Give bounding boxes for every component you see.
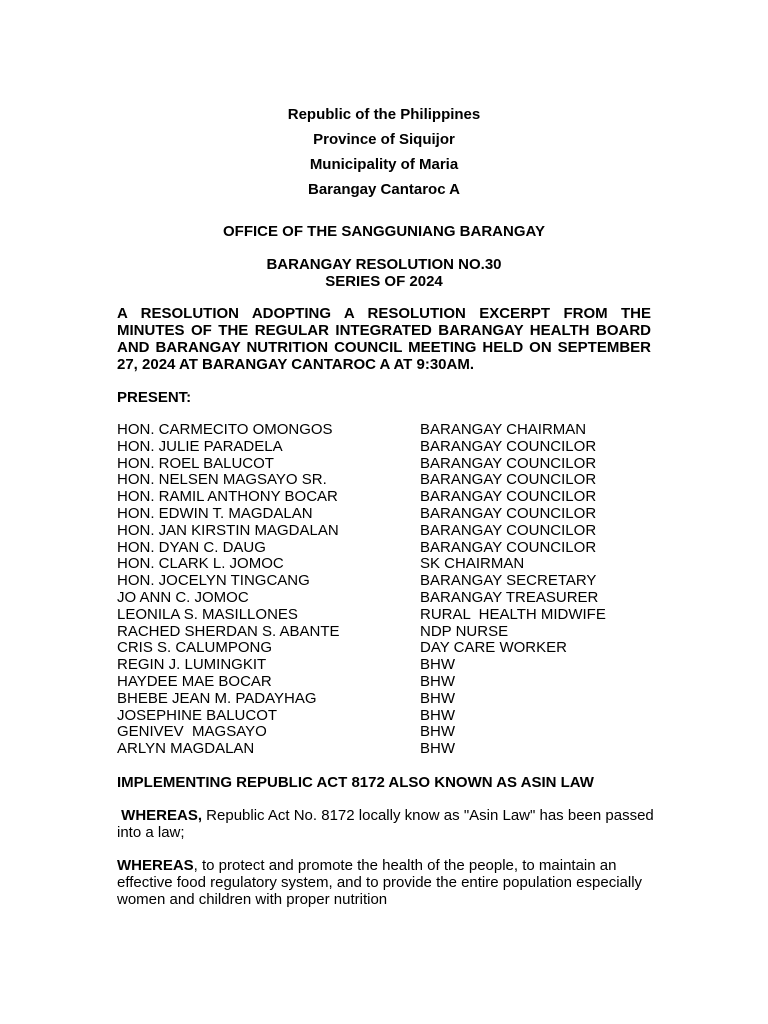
attendee-position: BHW bbox=[420, 723, 455, 741]
attendee-name: ARLYN MAGDALAN bbox=[117, 740, 255, 758]
header-province: Province of Siquijor bbox=[313, 131, 455, 148]
attendee-name: HON. ROEL BALUCOT bbox=[117, 454, 274, 472]
attendee-row bbox=[117, 523, 677, 540]
attendee-name: REGIN J. LUMINGKIT bbox=[117, 656, 267, 674]
attendee-name: HAYDEE MAE BOCAR bbox=[117, 672, 272, 690]
attendee-row bbox=[117, 556, 677, 573]
office-heading: OFFICE OF THE SANGGUNIANG BARANGAY bbox=[223, 223, 545, 240]
attendee-row bbox=[117, 573, 677, 590]
resolution-series: SERIES OF 2024 bbox=[325, 273, 443, 290]
whereas-lead-2: WHEREAS bbox=[117, 857, 194, 874]
present-label: PRESENT: bbox=[117, 389, 192, 406]
attendee-position: BARANGAY CHAIRMAN bbox=[420, 421, 587, 438]
attendee-position: BHW bbox=[420, 689, 455, 707]
attendee-name: RACHED SHERDAN S. ABANTE bbox=[117, 622, 340, 640]
attendee-name: HON. JULIE PARADELA bbox=[117, 437, 283, 455]
attendee-name: HON. DYAN C. DAUG bbox=[117, 538, 266, 556]
attendee-row bbox=[117, 456, 677, 473]
attendee-row bbox=[117, 472, 677, 489]
whereas-lead-1: WHEREAS, bbox=[121, 807, 203, 824]
attendee-name: HON. CLARK L. JOMOC bbox=[117, 555, 284, 573]
attendee-position: DAY CARE WORKER bbox=[420, 639, 567, 657]
attendee-position: BHW bbox=[420, 672, 455, 690]
attendee-name: HON. RAMIL ANTHONY BOCAR bbox=[117, 488, 338, 506]
attendee-position: BARANGAY COUNCILOR bbox=[420, 437, 597, 455]
attendee-name: JOSEPHINE BALUCOT bbox=[117, 706, 278, 724]
attendee-row bbox=[117, 741, 677, 758]
attendee-name: CRIS S. CALUMPONG bbox=[117, 639, 273, 657]
attendee-row bbox=[117, 674, 677, 691]
attendee-name: HON. EDWIN T. MAGDALAN bbox=[117, 504, 313, 522]
attendee-row bbox=[117, 708, 677, 725]
attendee-name: GENIVEV MAGSAYO bbox=[117, 723, 267, 741]
whereas-paragraph-1 bbox=[117, 808, 657, 842]
attendee-position: BARANGAY SECRETARY bbox=[420, 572, 597, 590]
resolution-number: BARANGAY RESOLUTION NO.30 bbox=[266, 256, 502, 273]
header-municipality: Municipality of Maria bbox=[309, 156, 459, 173]
attendee-name: HON. NELSEN MAGSAYO SR. bbox=[117, 471, 327, 489]
attendee-position: BARANGAY COUNCILOR bbox=[420, 488, 597, 506]
attendee-row bbox=[117, 624, 677, 641]
attendee-row bbox=[117, 724, 677, 741]
attendee-position: BARANGAY COUNCILOR bbox=[420, 538, 597, 556]
attendee-row bbox=[117, 422, 677, 439]
attendee-row bbox=[117, 590, 677, 607]
attendee-position: RURAL HEALTH MIDWIFE bbox=[420, 605, 606, 623]
attendee-row bbox=[117, 607, 677, 624]
attendee-position: BHW bbox=[420, 706, 455, 724]
attendee-position: BARANGAY TREASURER bbox=[420, 588, 599, 606]
attendee-row bbox=[117, 657, 677, 674]
attendee-name: LEONILA S. MASILLONES bbox=[117, 605, 298, 623]
attendee-name: HON. CARMECITO OMONGOS bbox=[117, 421, 333, 438]
attendee-position: BARANGAY COUNCILOR bbox=[420, 454, 597, 472]
attendee-row bbox=[117, 640, 677, 657]
attendee-list bbox=[117, 422, 677, 758]
attendee-position: SK CHAIRMAN bbox=[420, 555, 525, 573]
attendee-name: HON. JOCELYN TINGCANG bbox=[117, 572, 310, 590]
attendee-position: BHW bbox=[420, 740, 455, 758]
attendee-row bbox=[117, 691, 677, 708]
attendee-row bbox=[117, 489, 677, 506]
whereas-paragraph-2 bbox=[117, 858, 657, 908]
header-republic: Republic of the Philippines bbox=[287, 106, 481, 123]
attendee-position: BARANGAY COUNCILOR bbox=[420, 471, 597, 489]
resolution-title: A RESOLUTION ADOPTING A RESOLUTION EXCERPT FROM THE MINUTES OF THE REGULAR INTEGRATED BARANGAY HEALTH BOARD AND BARANGAY NUTRITION COUNCIL MEETING HELD ON SEPTEMBER 27, 2024 AT BARANGAY CANTAROC A AT 9:30AM. bbox=[117, 305, 651, 373]
attendee-position: BARANGAY COUNCILOR bbox=[420, 521, 597, 539]
attendee-name: BHEBE JEAN M. PADAYHAG bbox=[117, 689, 317, 707]
attendee-position: NDP NURSE bbox=[420, 622, 509, 640]
whereas-text-1: Republic Act No. 8172 locally know as "Asin Law" has been passed into a law; bbox=[117, 807, 654, 841]
attendee-name: JO ANN C. JOMOC bbox=[117, 588, 249, 606]
attendee-row bbox=[117, 540, 677, 557]
attendee-row bbox=[117, 506, 677, 523]
section-heading: IMPLEMENTING REPUBLIC ACT 8172 ALSO KNOWN AS ASIN LAW bbox=[117, 774, 594, 791]
header-barangay: Barangay Cantaroc A bbox=[308, 181, 460, 198]
whereas-text-2: , to protect and promote the health of the people, to maintain an effective food regulatory system, and to provide the entire population especially women and children with proper nutrition bbox=[117, 857, 643, 908]
attendee-name: HON. JAN KIRSTIN MAGDALAN bbox=[117, 521, 339, 539]
attendee-row bbox=[117, 439, 677, 456]
attendee-position: BARANGAY COUNCILOR bbox=[420, 504, 597, 522]
attendee-position: BHW bbox=[420, 656, 455, 674]
